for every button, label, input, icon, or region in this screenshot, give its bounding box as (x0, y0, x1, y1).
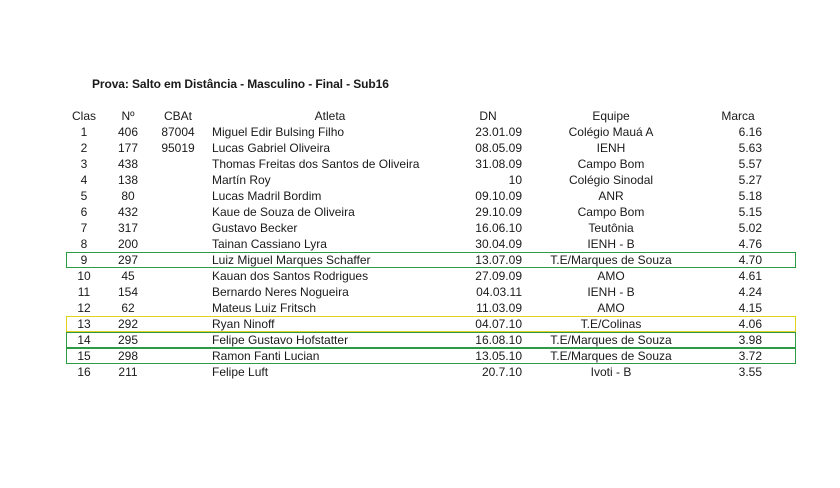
cell-clas: 2 (80, 141, 88, 155)
cell-cbat: 95019 (161, 141, 195, 155)
cell-dn: 09.10.09 (475, 189, 522, 203)
cell-marca: 5.15 (738, 205, 762, 219)
cell-atleta: Tainan Cassiano Lyra (212, 237, 327, 251)
cell-num: 292 (117, 317, 139, 331)
cell-equipe: Colégio Mauá A (568, 125, 654, 139)
header-dn: DN (479, 109, 497, 123)
table-row (66, 220, 796, 236)
cell-marca: 4.15 (738, 301, 762, 315)
table-row (66, 236, 796, 252)
cell-dn: 16.08.10 (475, 333, 522, 347)
cell-marca: 6.16 (738, 125, 762, 139)
cell-marca: 4.70 (738, 253, 762, 267)
cell-equipe: IENH - B (587, 237, 635, 251)
cell-clas: 15 (77, 349, 91, 363)
cell-dn: 20.7.10 (481, 365, 522, 379)
cell-dn: 04.03.11 (476, 285, 522, 299)
table-row (66, 284, 796, 300)
cell-marca: 5.18 (738, 189, 762, 203)
cell-clas: 8 (80, 237, 88, 251)
cell-marca: 5.27 (738, 173, 762, 187)
cell-atleta: Luiz Miguel Marques Schaffer (212, 253, 371, 267)
cell-atleta: Lucas Madril Bordim (212, 189, 322, 203)
cell-dn: 13.07.09 (475, 253, 522, 267)
table-row (66, 124, 796, 140)
header-num: Nº (121, 109, 135, 123)
cell-atleta: Ramon Fanti Lucian (212, 349, 320, 363)
header-equipe: Equipe (592, 109, 630, 123)
cell-clas: 14 (77, 333, 91, 347)
table-row (66, 268, 796, 284)
cell-dn: 10 (508, 173, 522, 187)
cell-num: 62 (121, 301, 135, 315)
cell-num: 432 (117, 205, 139, 219)
cell-equipe: T.E/Marques de Souza (550, 253, 672, 267)
cell-marca: 3.55 (738, 365, 762, 379)
table-row (66, 300, 796, 316)
table-body (66, 124, 796, 380)
cell-num: 295 (117, 333, 139, 347)
cell-marca: 5.57 (738, 157, 762, 171)
cell-num: 200 (117, 237, 139, 251)
cell-atleta: Ryan Ninoff (212, 317, 275, 331)
cell-clas: 11 (77, 285, 91, 299)
cell-clas: 9 (80, 253, 88, 267)
cell-dn: 08.05.09 (475, 141, 522, 155)
cell-equipe: Campo Bom (577, 205, 645, 219)
cell-marca: 4.06 (738, 317, 762, 331)
cell-atleta: Mateus Luiz Fritsch (212, 301, 317, 315)
cell-num: 317 (117, 221, 139, 235)
cell-equipe: AMO (597, 269, 625, 283)
cell-atleta: Gustavo Becker (212, 221, 298, 235)
cell-clas: 16 (77, 365, 91, 379)
cell-clas: 5 (80, 189, 88, 203)
header-marca: Marca (721, 109, 755, 123)
cell-marca: 4.24 (738, 285, 762, 299)
header-clas: Clas (71, 109, 96, 123)
cell-atleta: Bernardo Neres Nogueira (212, 285, 349, 299)
cell-atleta: Miguel Edir Bulsing Filho (212, 125, 345, 139)
cell-dn: 11.03.09 (476, 301, 522, 315)
cell-equipe: T.E/Colinas (580, 317, 642, 331)
cell-marca: 4.61 (738, 269, 762, 283)
table-header (66, 108, 796, 124)
cell-marca: 3.98 (738, 333, 762, 347)
cell-num: 45 (121, 269, 135, 283)
cell-marca: 3.72 (738, 349, 762, 363)
cell-equipe: IENH (596, 141, 626, 155)
cell-equipe: ANR (598, 189, 624, 203)
cell-num: 138 (117, 173, 139, 187)
cell-equipe: Colégio Sinodal (568, 173, 654, 187)
cell-atleta: Kaue de Souza de Oliveira (212, 205, 355, 219)
header-atleta: Atleta (314, 109, 346, 123)
cell-clas: 12 (77, 301, 91, 315)
cell-dn: 04.07.10 (475, 317, 522, 331)
table-row (66, 348, 796, 364)
cell-dn: 30.04.09 (475, 237, 522, 251)
table-row (66, 204, 796, 220)
table-row (66, 156, 796, 172)
cell-clas: 10 (77, 269, 91, 283)
cell-clas: 3 (80, 157, 88, 171)
table-row (66, 188, 796, 204)
table-row (66, 252, 796, 268)
cell-equipe: Campo Bom (577, 157, 645, 171)
cell-num: 298 (117, 349, 139, 363)
cell-dn: 27.09.09 (475, 269, 522, 283)
results-table (66, 108, 796, 380)
cell-atleta: Kauan dos Santos Rodrigues (212, 269, 369, 283)
cell-equipe: IENH - B (587, 285, 635, 299)
table-row (66, 140, 796, 156)
cell-atleta: Lucas Gabriel Oliveira (212, 141, 331, 155)
table-row (66, 172, 796, 188)
cell-clas: 7 (80, 221, 88, 235)
cell-dn: 23.01.09 (475, 125, 522, 139)
cell-marca: 5.63 (738, 141, 762, 155)
cell-clas: 13 (77, 317, 91, 331)
cell-num: 177 (117, 141, 139, 155)
table-row (66, 364, 796, 380)
cell-num: 80 (121, 189, 135, 203)
cell-num: 406 (117, 125, 139, 139)
cell-cbat: 87004 (161, 125, 195, 139)
cell-num: 154 (117, 285, 139, 299)
cell-atleta: Felipe Luft (212, 365, 269, 379)
table-row (66, 332, 796, 348)
cell-clas: 6 (80, 205, 88, 219)
cell-clas: 4 (80, 173, 88, 187)
cell-equipe: Teutônia (588, 221, 634, 235)
cell-dn: 29.10.09 (475, 205, 522, 219)
cell-atleta: Thomas Freitas dos Santos de Oliveira (212, 157, 420, 171)
table-row (66, 316, 796, 332)
cell-num: 438 (117, 157, 139, 171)
cell-equipe: T.E/Marques de Souza (550, 333, 672, 347)
cell-atleta: Felipe Gustavo Hofstatter (212, 333, 349, 347)
cell-dn: 16.06.10 (475, 221, 522, 235)
cell-dn: 13.05.10 (475, 349, 522, 363)
event-title: Prova: Salto em Distância - Masculino - Final - Sub16 (92, 77, 389, 91)
cell-num: 211 (118, 365, 138, 379)
cell-marca: 5.02 (738, 221, 762, 235)
cell-equipe: T.E/Marques de Souza (550, 349, 672, 363)
header-cbat: CBAt (163, 109, 192, 123)
cell-num: 297 (117, 253, 139, 267)
cell-dn: 31.08.09 (475, 157, 522, 171)
cell-marca: 4.76 (738, 237, 762, 251)
cell-equipe: AMO (597, 301, 625, 315)
cell-clas: 1 (80, 125, 88, 139)
cell-atleta: Martín Roy (212, 173, 271, 187)
cell-equipe: Ivoti - B (590, 365, 632, 379)
